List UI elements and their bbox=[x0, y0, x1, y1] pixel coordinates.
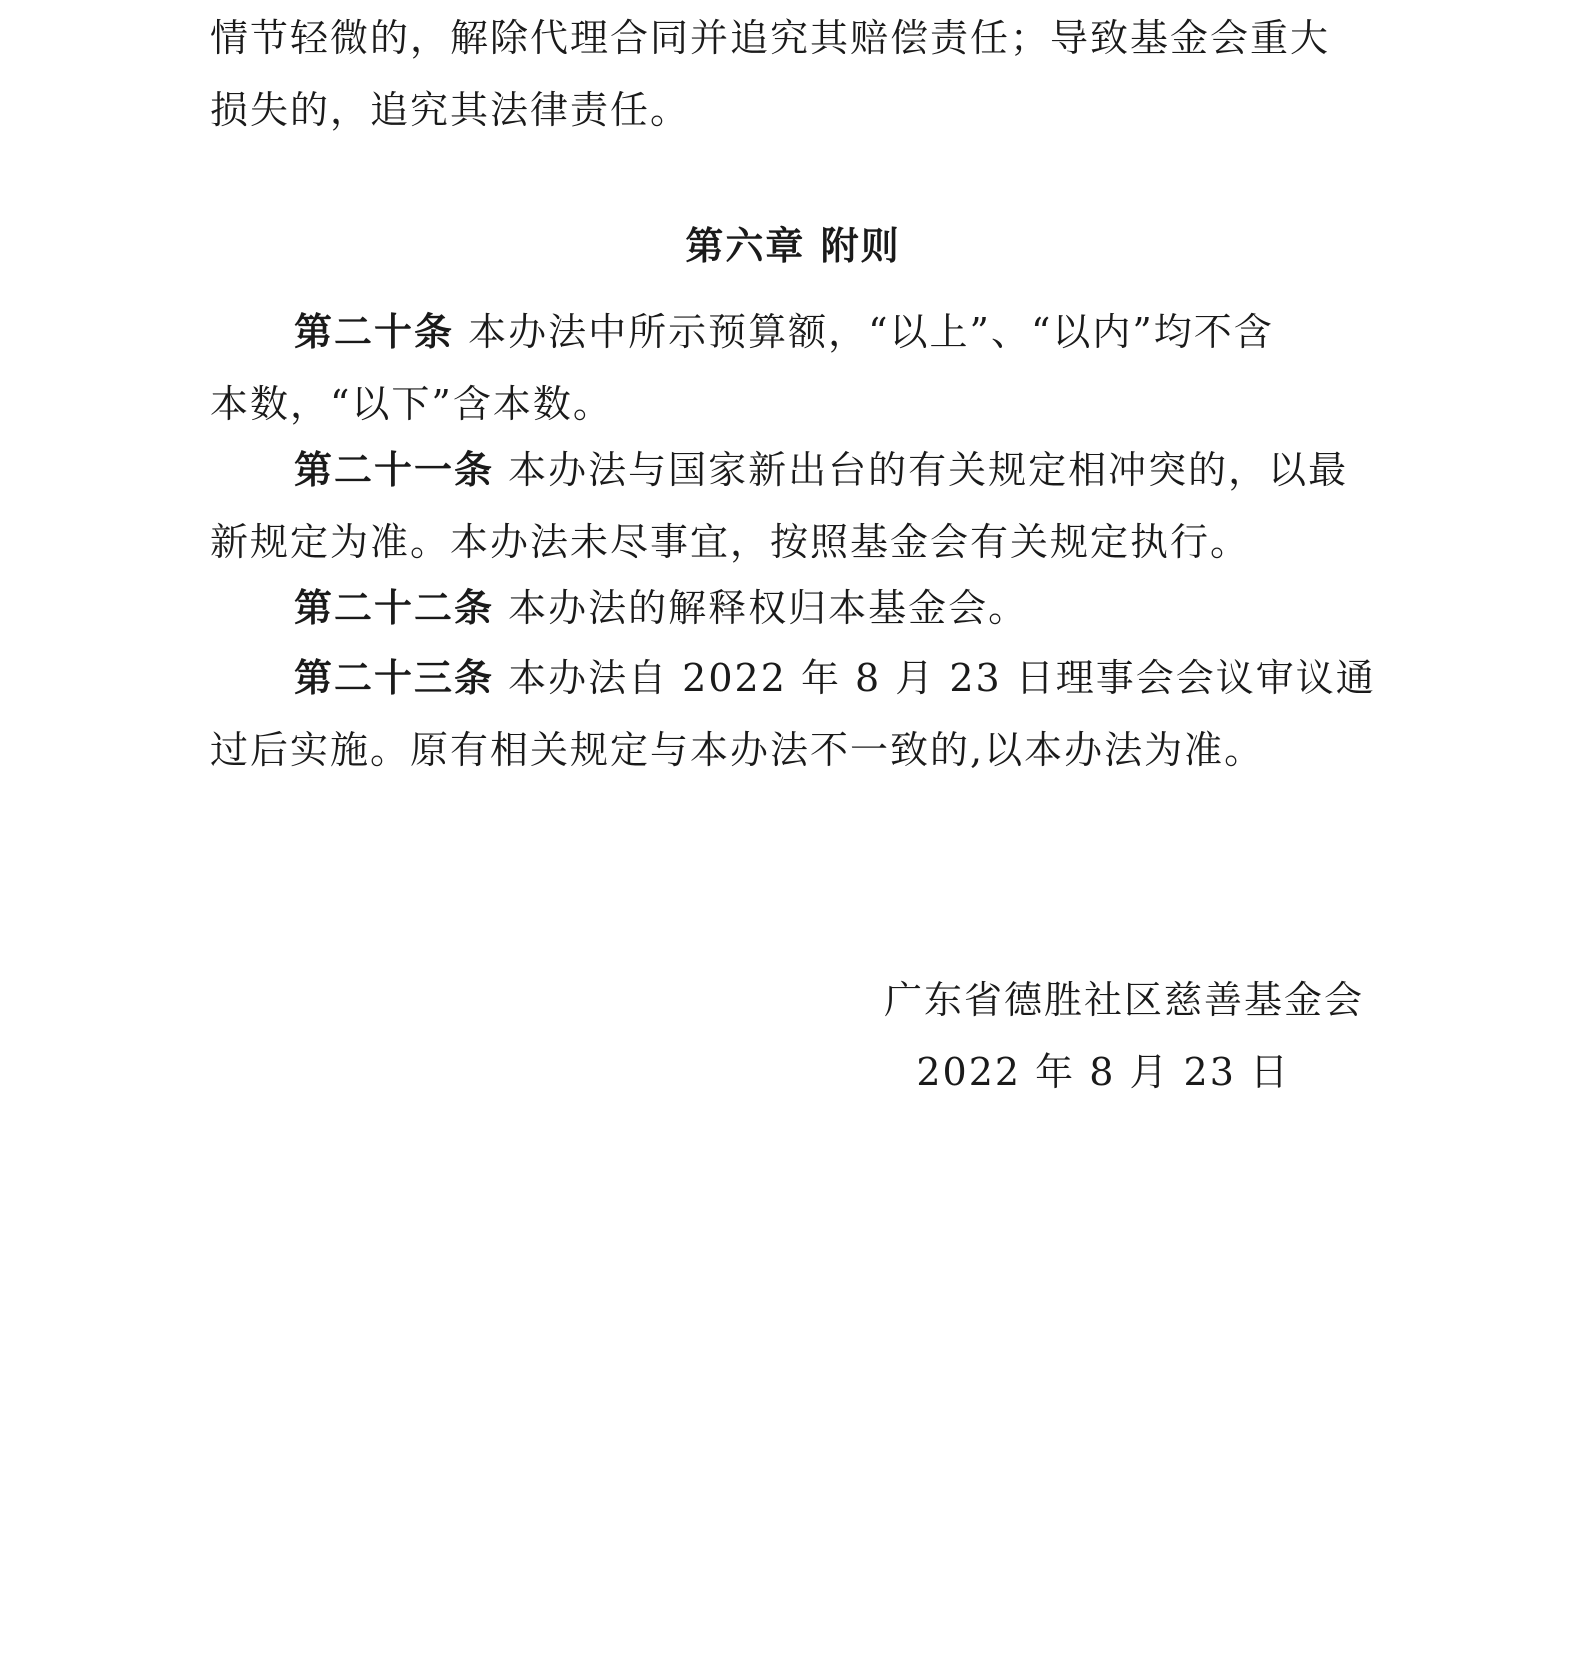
article-22 bbox=[210, 572, 1380, 644]
article-21-label: 第二十一条 bbox=[294, 448, 495, 492]
article-23-label: 第二十三条 bbox=[294, 656, 495, 700]
article-22-label: 第二十二条 bbox=[294, 586, 495, 630]
continuation-paragraph bbox=[210, 2, 1380, 146]
article-20 bbox=[210, 296, 1380, 440]
article-23-text-2: 过后实施。原有相关规定与本办法不一致的,以本办法为准。 bbox=[210, 728, 1265, 772]
article-23-text-1: 本办法自 2022 年 8 月 23 日理事会会议审议通 bbox=[494, 656, 1376, 700]
article-23 bbox=[210, 642, 1380, 786]
article-20-text-2: 本数，“以下”含本数。 bbox=[210, 382, 613, 426]
signature-date: 2022 年 8 月 23 日 bbox=[916, 1050, 1290, 1094]
continuation-line-1: 情节轻微的，解除代理合同并追究其赔偿责任；导致基金会重大 bbox=[210, 16, 1331, 60]
article-21-text-1: 本办法与国家新出台的有关规定相冲突的，以最 bbox=[494, 448, 1349, 492]
signature-organization: 广东省德胜社区慈善基金会 bbox=[883, 978, 1364, 1022]
article-20-text-1: 本办法中所示预算额，“以上”、“以内”均不含 bbox=[454, 310, 1274, 354]
chapter-title: 第六章 附则 bbox=[685, 224, 901, 268]
article-21-text-2: 新规定为准。本办法未尽事宜，按照基金会有关规定执行。 bbox=[210, 520, 1251, 564]
article-22-text-1: 本办法的解释权归本基金会。 bbox=[494, 586, 1029, 630]
article-20-label: 第二十条 bbox=[294, 310, 455, 354]
continuation-line-2: 损失的，追究其法律责任。 bbox=[210, 88, 691, 132]
article-21 bbox=[210, 434, 1380, 578]
